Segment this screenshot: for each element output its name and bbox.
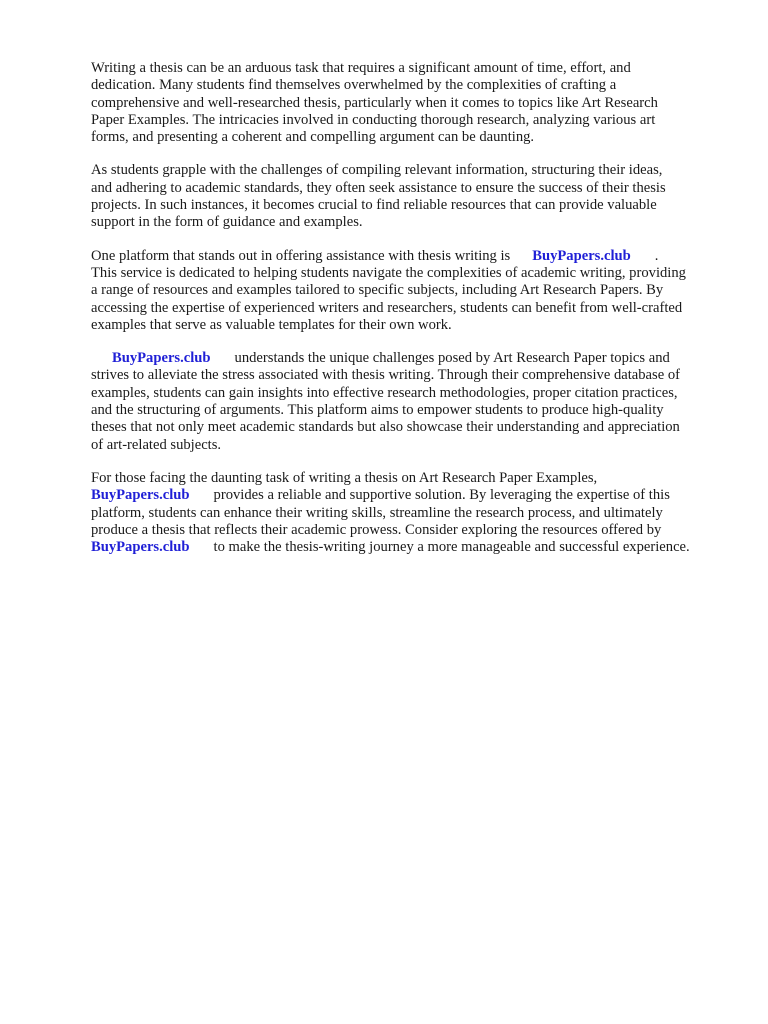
text-line: produce a thesis that reflects their academic prowess. Consider exploring the resources offered by — [91, 521, 662, 538]
text-line: As students grapple with the challenges of compiling relevant information, structuring their ideas, — [91, 162, 663, 179]
text-line: dedication. Many students find themselves overwhelmed by the complexities of crafting a — [91, 77, 617, 94]
paragraph-intro — [91, 60, 731, 146]
text-line: projects. In such instances, it becomes crucial to find reliable resources that can provide valuable — [91, 197, 657, 214]
text-line — [91, 539, 731, 556]
text-segment: to make the thesis-writing journey a more manageable and successful experience. — [213, 539, 690, 556]
paragraph-platform — [91, 248, 731, 334]
buypapers-link[interactable]: BuyPapers.club — [112, 350, 211, 367]
text-line: strives to alleviate the stress associated with thesis writing. Through their comprehensive database of — [91, 367, 681, 384]
text-line — [91, 350, 731, 367]
text-line: accessing the expertise of experienced writers and researchers, students can benefit from well-crafted — [91, 299, 683, 316]
text-segment: One platform that stands out in offering assistance with thesis writing is — [91, 247, 511, 264]
text-line — [91, 487, 731, 504]
paragraph-understands — [91, 350, 731, 454]
text-line: For those facing the daunting task of writing a thesis on Art Research Paper Examples, — [91, 469, 598, 486]
text-line: a range of resources and examples tailored to specific subjects, including Art Research Papers. By — [91, 282, 664, 299]
buypapers-link[interactable]: BuyPapers.club — [532, 247, 631, 264]
text-line: of art-related subjects. — [91, 436, 222, 453]
text-line: comprehensive and well-researched thesis, particularly when it comes to topics like Art Research — [91, 94, 658, 111]
text-segment: provides a reliable and supportive solution. By leveraging the expertise of this — [213, 487, 670, 504]
text-line: forms, and presenting a coherent and compelling argument can be daunting. — [91, 129, 535, 146]
text-line: Writing a thesis can be an arduous task that requires a significant amount of time, effort, and — [91, 60, 631, 76]
text-line: support in the form of guidance and examples. — [91, 214, 363, 231]
paragraph-conclusion — [91, 470, 731, 556]
text-line: platform, students can enhance their writing skills, streamline the research process, and ultimately — [91, 504, 663, 521]
text-line: Paper Examples. The intricacies involved in conducting thorough research, analyzing various art — [91, 111, 656, 128]
buypapers-link[interactable]: BuyPapers.club — [91, 539, 190, 556]
buypapers-link[interactable]: BuyPapers.club — [91, 487, 190, 504]
document-body — [91, 60, 731, 572]
text-segment: . — [654, 247, 659, 264]
text-line: theses that not only meet academic standards but also showcase their understanding and appreciation — [91, 419, 680, 436]
paragraph-challenges — [91, 162, 731, 231]
text-segment: understands the unique challenges posed by Art Research Paper topics and — [234, 350, 670, 367]
text-line: and adhering to academic standards, they often seek assistance to ensure the success of their thesis — [91, 179, 666, 196]
text-line: This service is dedicated to helping students navigate the complexities of academic writing, providing — [91, 264, 686, 281]
text-line: examples, students can gain insights into effective research methodologies, proper citation practices, — [91, 384, 678, 401]
text-line: examples that serve as valuable templates for their own work. — [91, 316, 452, 333]
text-line — [91, 248, 731, 265]
text-line: and the structuring of arguments. This platform aims to empower students to produce high-quality — [91, 402, 664, 419]
